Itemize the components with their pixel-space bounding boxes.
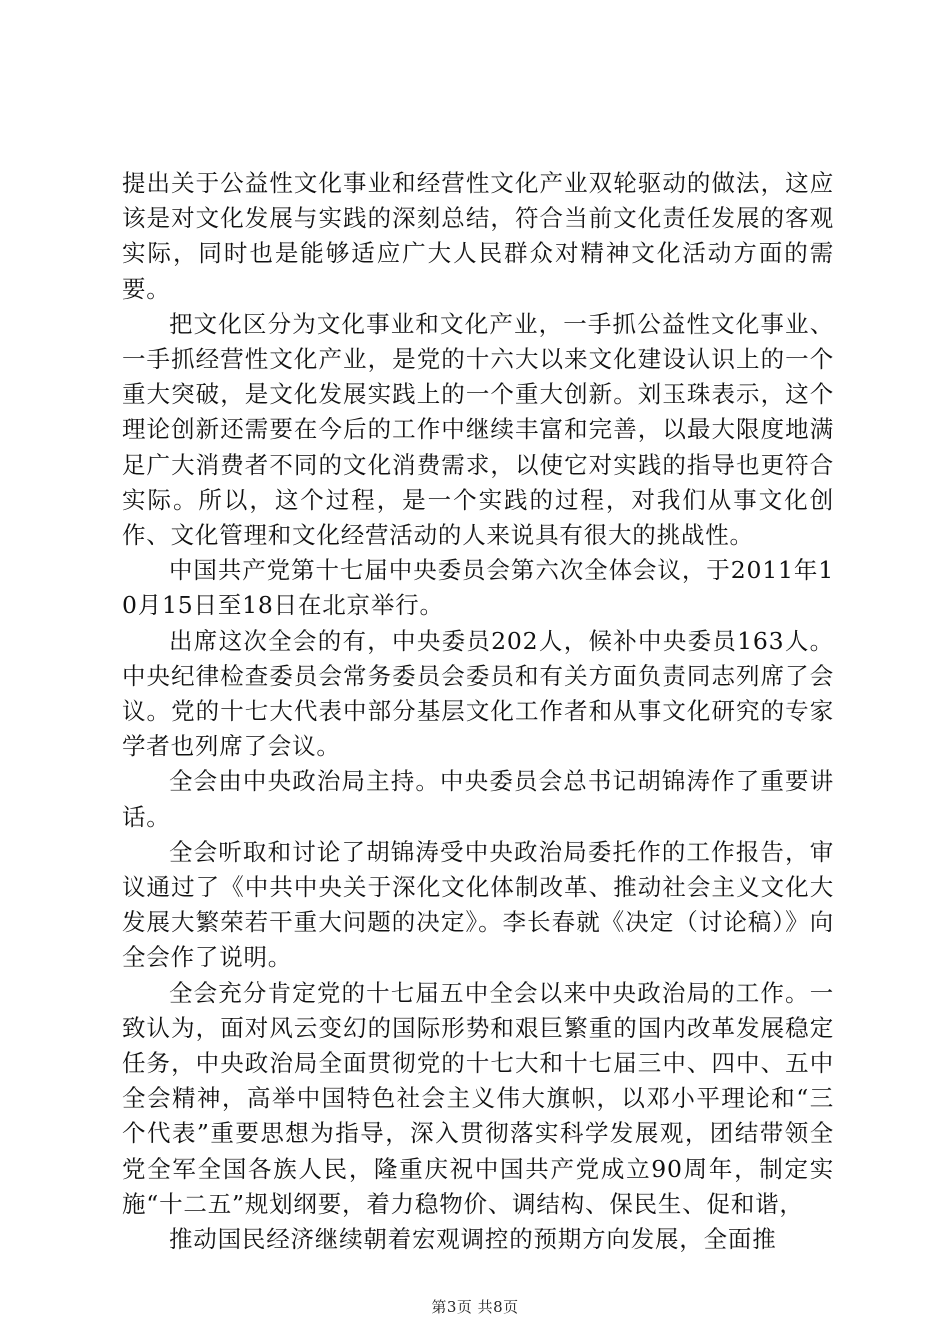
paragraph-7: 全会充分肯定党的十七届五中全会以来中央政治局的工作。一致认为，面对风云变幻的国际形势和艰巨繁重的国内改革发展稳定任务，中央政治局全面贯彻党的十七大和十七届三中、四中、五中全会精神，高举中国特色社会主义伟大旗帜，以邓小平理论和“三个代表”重要思想为指导，深入贯彻落实科学发展观，团结带领全党全军全国各族人民，隆重庆祝中国共产党成立90周年，制定实施“十二五”规划纲要，着力稳物价、调结构、保民生、促和谐， xyxy=(122,978,834,1218)
paragraph-1: 提出关于公益性文化事业和经营性文化产业双轮驱动的做法，这应该是对文化发展与实践的深刻总结，符合当前文化责任发展的客观实际，同时也是能够适应广大人民群众对精神文化活动方面的需要。 xyxy=(122,169,834,303)
paragraph-3: 中国共产党第十七届中央委员会第六次全体会议，于2011年10月15日至18日在北京举行。 xyxy=(122,556,834,620)
paragraph-8: 推动国民经济继续朝着宏观调控的预期方向发展，全面推 xyxy=(169,1225,777,1254)
paragraph-2: 把文化区分为文化事业和文化产业，一手抓公益性文化事业、一手抓经营性文化产业，是党的十六大以来文化建设认识上的一个重大突破，是文化发展实践上的一个重大创新。刘玉珠表示，这个理论创新还需要在今后的工作中继续丰富和完善，以最大限度地满足广大消费者不同的文化消费需求，以使它对实践的指导也更符合实际。所以，这个过程，是一个实践的过程，对我们从事文化创作、文化管理和文化经营活动的人来说具有很大的挑战性。 xyxy=(122,309,834,550)
paragraph-6: 全会听取和讨论了胡锦涛受中央政治局委托作的工作报告，审议通过了《中共中央关于深化文化体制改革、推动社会主义文化大发展大繁荣若干重大问题的决定》。李长春就《决定（讨论稿）》向全会作了说明。 xyxy=(122,837,834,972)
document-body xyxy=(122,166,834,1257)
paragraph-5: 全会由中央政治局主持。中央委员会总书记胡锦涛作了重要讲话。 xyxy=(122,767,834,831)
page-number-footer: 第3页 共8页 xyxy=(431,1298,519,1316)
paragraph-4: 出席这次全会的有，中央委员202人，候补中央委员163人。中央纪律检查委员会常务委员会委员和有关方面负责同志列席了会议。党的十七大代表中部分基层文化工作者和从事文化研究的专家学者也列席了会议。 xyxy=(122,626,834,761)
